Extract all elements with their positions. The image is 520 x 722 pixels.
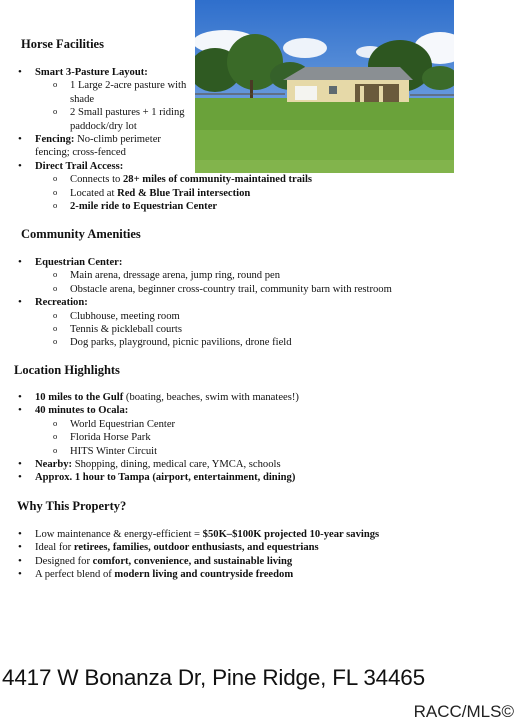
list-item	[14, 296, 504, 350]
trail-access-label: Direct Trail Access:	[35, 160, 124, 172]
why-text: Ideal for	[35, 542, 74, 554]
sub-text: Located at	[70, 187, 118, 199]
section-heading-why-this-property: Why This Property?	[17, 499, 127, 513]
sub-item: o Obstacle arena, beginner cross-country trail, community barn with restroom	[35, 283, 504, 296]
sub-item: o Main arena, dressage arena, jump ring, round pen	[35, 269, 504, 282]
property-address: 4417 W Bonanza Dr, Pine Ridge, FL 34465	[2, 665, 425, 690]
why-bold: modern living and countryside freedom	[114, 569, 294, 581]
why-text: Designed for	[35, 555, 93, 567]
sub-text: Connects to	[70, 174, 123, 186]
mls-watermark: RACC/MLS©	[413, 702, 514, 721]
sub-bold: 28+ miles of community-maintained trails	[122, 174, 313, 186]
tampa-bold: Approx. 1 hour to Tampa (airport, entertainment, dining)	[35, 472, 296, 484]
list-item	[14, 458, 504, 471]
sub-item	[35, 200, 515, 213]
list-item	[14, 160, 515, 214]
list-item	[14, 555, 514, 568]
section-heading-community-amenities: Community Amenities	[21, 227, 141, 241]
location-highlights-list	[14, 391, 504, 485]
fencing-label: Fencing:	[35, 134, 75, 146]
sub-item: o Clubhouse, meeting room	[35, 310, 504, 323]
why-bold: retirees, families, outdoor enthusiasts, and equestrians	[73, 542, 319, 554]
horse-facilities-list	[14, 66, 313, 213]
sub-bold: Red & Blue Trail intersection	[117, 187, 251, 199]
section-heading-horse-facilities: Horse Facilities	[21, 37, 104, 51]
gulf-text: (boating, beaches, swim with manatees!)	[123, 392, 299, 403]
why-bold: $50K–$100K projected 10-year savings	[202, 529, 380, 540]
why-text: Low maintenance & energy-efficient =	[35, 529, 203, 540]
sub-bold: 2-mile ride to Equestrian Center	[70, 201, 218, 213]
pasture-layout-label: Smart 3-Pasture Layout:	[35, 67, 148, 78]
list-item	[14, 568, 514, 581]
list-item	[14, 541, 514, 554]
sub-item: o Florida Horse Park	[35, 431, 504, 444]
recreation-label: Recreation:	[35, 297, 88, 309]
sub-item: o World Equestrian Center	[35, 418, 504, 431]
sub-item: o Dog parks, playground, picnic pavilions, drone field	[35, 336, 504, 349]
nearby-label: Nearby:	[35, 459, 73, 471]
section-heading-location-highlights: Location Highlights	[14, 363, 120, 377]
sub-item: o Tennis & pickleball courts	[35, 323, 504, 336]
list-item	[14, 133, 194, 160]
list-item	[14, 471, 504, 484]
list-item	[14, 66, 194, 133]
equestrian-center-label: Equestrian Center:	[35, 257, 123, 268]
why-property-list	[14, 528, 514, 582]
property-photo	[195, 0, 454, 173]
list-item	[14, 256, 504, 296]
why-bold: comfort, convenience, and sustainable living	[92, 555, 293, 567]
ocala-label: 40 minutes to Ocala:	[35, 405, 129, 417]
gulf-bold: 10 miles to the Gulf	[35, 392, 124, 403]
sub-item: o 1 Large 2-acre pasture with shade	[35, 79, 194, 106]
list-item	[14, 528, 514, 541]
sub-item	[35, 187, 515, 200]
why-text: A perfect blend of	[35, 569, 115, 581]
nearby-text: Shopping, dining, medical care, YMCA, schools	[72, 459, 281, 471]
community-amenities-list	[14, 256, 504, 350]
sub-item	[35, 173, 515, 186]
fencing-text: No-climb perimeter fencing; cross-fenced	[35, 134, 161, 159]
list-item	[14, 404, 504, 458]
sub-item: o 2 Small pastures + 1 riding paddock/dry lot	[35, 106, 194, 133]
sub-item: o HITS Winter Circuit	[35, 445, 504, 458]
list-item	[14, 391, 504, 404]
